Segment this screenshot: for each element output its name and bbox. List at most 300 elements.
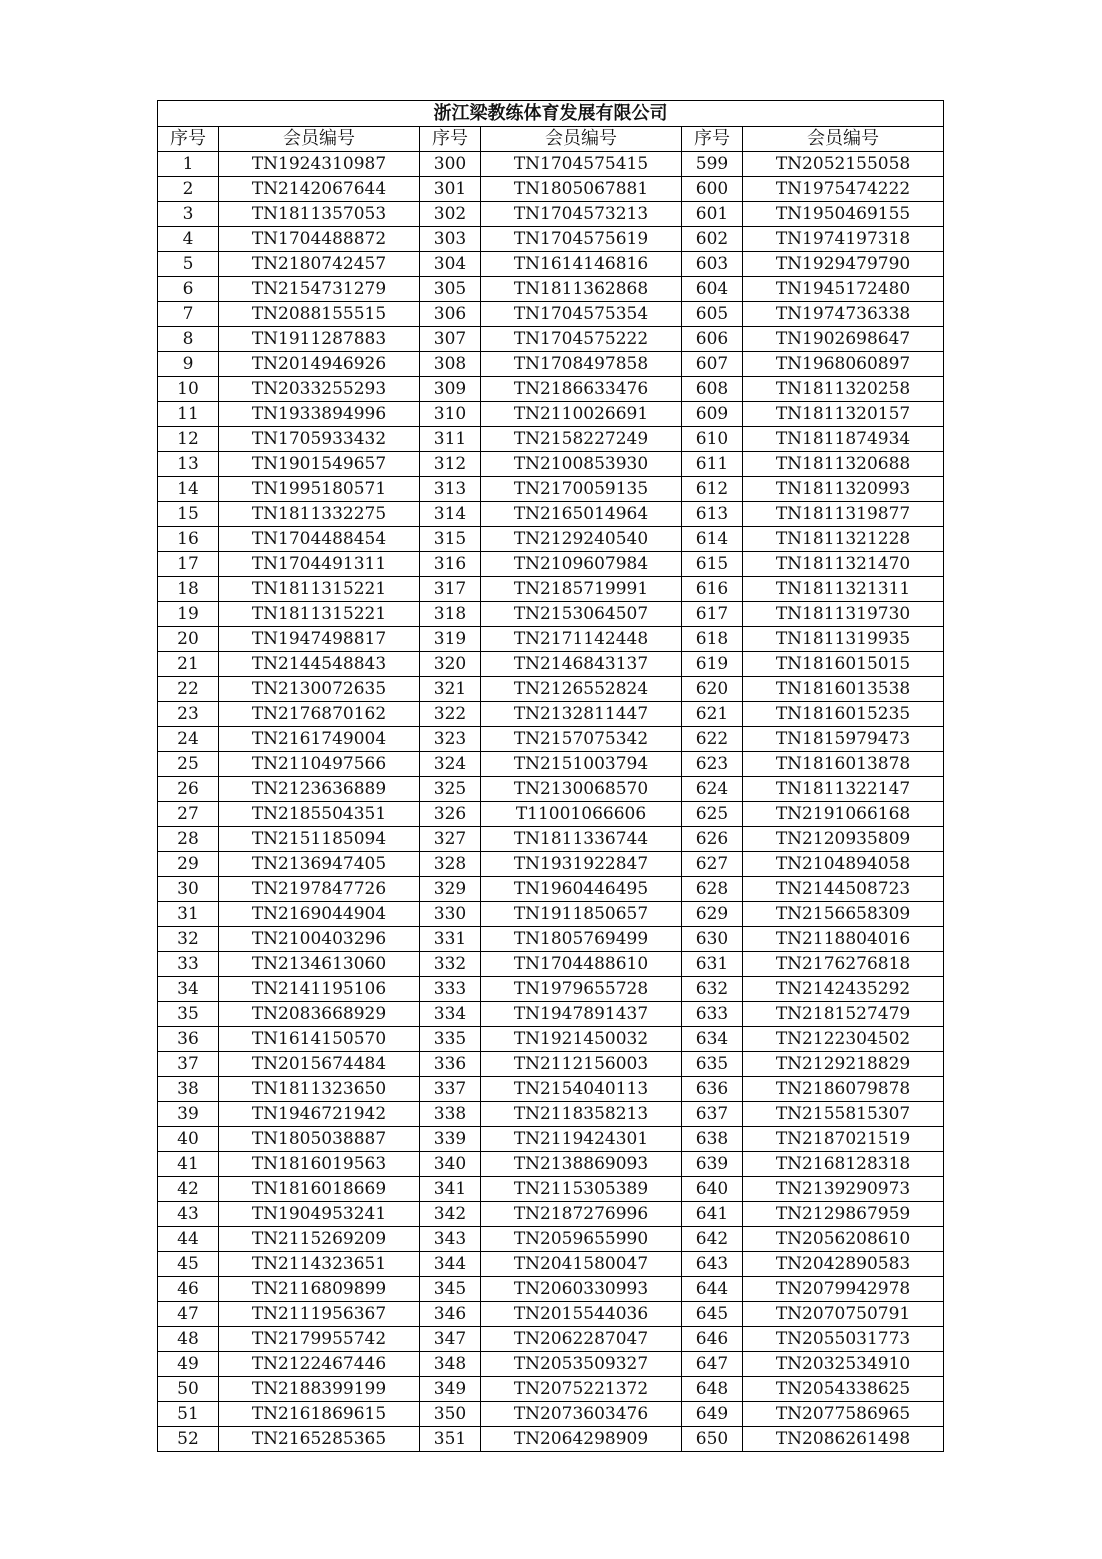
seq-cell: 43 xyxy=(158,1202,219,1227)
seq-cell: 25 xyxy=(158,752,219,777)
seq-cell: 50 xyxy=(158,1377,219,1402)
table-row xyxy=(158,1252,944,1277)
seq-cell: 302 xyxy=(420,202,481,227)
member-id-cell: TN1950469155 xyxy=(743,202,944,227)
table-row xyxy=(158,702,944,727)
member-id-cell: TN2134613060 xyxy=(219,952,420,977)
member-id-cell: TN2015544036 xyxy=(481,1302,682,1327)
seq-cell: 345 xyxy=(420,1277,481,1302)
member-id-cell: TN2114323651 xyxy=(219,1252,420,1277)
member-id-cell: TN1811874934 xyxy=(743,427,944,452)
member-id-cell: TN1704573213 xyxy=(481,202,682,227)
member-id-cell: TN2169044904 xyxy=(219,902,420,927)
seq-cell: 6 xyxy=(158,277,219,302)
seq-cell: 39 xyxy=(158,1102,219,1127)
member-id-cell: TN2154731279 xyxy=(219,277,420,302)
table-row xyxy=(158,727,944,752)
seq-cell: 649 xyxy=(682,1402,743,1427)
member-id-cell: TN1614150570 xyxy=(219,1027,420,1052)
member-id-cell: TN1805067881 xyxy=(481,177,682,202)
table-row xyxy=(158,227,944,252)
member-id-cell: TN1946721942 xyxy=(219,1102,420,1127)
member-id-cell: TN2126552824 xyxy=(481,677,682,702)
member-id-cell: TN2142067644 xyxy=(219,177,420,202)
member-id-cell: TN1811321228 xyxy=(743,527,944,552)
seq-cell: 608 xyxy=(682,377,743,402)
seq-cell: 33 xyxy=(158,952,219,977)
member-id-cell: TN2139290973 xyxy=(743,1177,944,1202)
member-table-sheet xyxy=(157,100,943,1452)
seq-cell: 20 xyxy=(158,627,219,652)
seq-cell: 310 xyxy=(420,402,481,427)
table-row xyxy=(158,652,944,677)
member-id-cell: TN2119424301 xyxy=(481,1127,682,1152)
seq-cell: 625 xyxy=(682,802,743,827)
seq-cell: 42 xyxy=(158,1177,219,1202)
seq-cell: 12 xyxy=(158,427,219,452)
member-id-cell: TN1708497858 xyxy=(481,352,682,377)
seq-cell: 324 xyxy=(420,752,481,777)
member-id-cell: TN2170059135 xyxy=(481,477,682,502)
seq-cell: 627 xyxy=(682,852,743,877)
seq-cell: 335 xyxy=(420,1027,481,1052)
table-row xyxy=(158,477,944,502)
member-id-cell: TN2151003794 xyxy=(481,752,682,777)
member-id-cell: TN1974197318 xyxy=(743,227,944,252)
member-id-cell: TN2070750791 xyxy=(743,1302,944,1327)
member-id-cell: TN1811319877 xyxy=(743,502,944,527)
table-row xyxy=(158,1327,944,1352)
member-id-cell: TN2153064507 xyxy=(481,602,682,627)
member-id-cell: TN2042890583 xyxy=(743,1252,944,1277)
seq-cell: 336 xyxy=(420,1052,481,1077)
seq-cell: 327 xyxy=(420,827,481,852)
seq-cell: 623 xyxy=(682,752,743,777)
seq-cell: 314 xyxy=(420,502,481,527)
member-id-cell: TN2100853930 xyxy=(481,452,682,477)
seq-cell: 634 xyxy=(682,1027,743,1052)
member-id-cell: TN1816015015 xyxy=(743,652,944,677)
seq-cell: 630 xyxy=(682,927,743,952)
member-id-cell: TN2115305389 xyxy=(481,1177,682,1202)
table-row xyxy=(158,1302,944,1327)
table-row xyxy=(158,1352,944,1377)
member-id-cell: TN1960446495 xyxy=(481,877,682,902)
table-row xyxy=(158,527,944,552)
member-id-cell: TN2165014964 xyxy=(481,502,682,527)
table-row xyxy=(158,1177,944,1202)
seq-cell: 306 xyxy=(420,302,481,327)
table-row xyxy=(158,1127,944,1152)
seq-cell: 351 xyxy=(420,1427,481,1452)
member-id-cell: TN2041580047 xyxy=(481,1252,682,1277)
member-id-cell: TN2122304502 xyxy=(743,1027,944,1052)
seq-cell: 41 xyxy=(158,1152,219,1177)
seq-cell: 35 xyxy=(158,1002,219,1027)
seq-cell: 48 xyxy=(158,1327,219,1352)
seq-cell: 601 xyxy=(682,202,743,227)
member-id-cell: TN2180742457 xyxy=(219,252,420,277)
member-id-cell: TN1901549657 xyxy=(219,452,420,477)
member-id-cell: TN2116809899 xyxy=(219,1277,420,1302)
table-row xyxy=(158,277,944,302)
seq-cell: 621 xyxy=(682,702,743,727)
seq-cell: 643 xyxy=(682,1252,743,1277)
table-row xyxy=(158,852,944,877)
member-id-cell: TN2136947405 xyxy=(219,852,420,877)
seq-cell: 604 xyxy=(682,277,743,302)
seq-cell: 639 xyxy=(682,1152,743,1177)
table-row xyxy=(158,1152,944,1177)
seq-cell: 636 xyxy=(682,1077,743,1102)
seq-cell: 301 xyxy=(420,177,481,202)
table-body xyxy=(158,152,944,1452)
member-id-cell: TN2109607984 xyxy=(481,552,682,577)
member-id-cell: TN2033255293 xyxy=(219,377,420,402)
seq-cell: 330 xyxy=(420,902,481,927)
seq-cell: 319 xyxy=(420,627,481,652)
header-member-id-3: 会员编号 xyxy=(743,127,944,152)
seq-cell: 322 xyxy=(420,702,481,727)
member-id-cell: TN1947498817 xyxy=(219,627,420,652)
seq-cell: 647 xyxy=(682,1352,743,1377)
member-id-cell: TN2104894058 xyxy=(743,852,944,877)
seq-cell: 309 xyxy=(420,377,481,402)
member-id-cell: TN2156658309 xyxy=(743,902,944,927)
seq-cell: 344 xyxy=(420,1252,481,1277)
member-id-cell: TN2014946926 xyxy=(219,352,420,377)
member-id-cell: TN2052155058 xyxy=(743,152,944,177)
seq-cell: 4 xyxy=(158,227,219,252)
table-row xyxy=(158,677,944,702)
seq-cell: 10 xyxy=(158,377,219,402)
member-id-cell: TN1811320258 xyxy=(743,377,944,402)
table-row xyxy=(158,902,944,927)
member-id-cell: TN2123636889 xyxy=(219,777,420,802)
table-row xyxy=(158,202,944,227)
seq-cell: 312 xyxy=(420,452,481,477)
member-id-cell: TN2062287047 xyxy=(481,1327,682,1352)
seq-cell: 611 xyxy=(682,452,743,477)
member-id-cell: TN1947891437 xyxy=(481,1002,682,1027)
seq-cell: 23 xyxy=(158,702,219,727)
member-id-cell: TN2176870162 xyxy=(219,702,420,727)
seq-cell: 609 xyxy=(682,402,743,427)
seq-cell: 620 xyxy=(682,677,743,702)
seq-cell: 602 xyxy=(682,227,743,252)
seq-cell: 328 xyxy=(420,852,481,877)
member-id-cell: TN2059655990 xyxy=(481,1227,682,1252)
seq-cell: 323 xyxy=(420,727,481,752)
member-id-cell: TN1811321311 xyxy=(743,577,944,602)
member-id-cell: TN2142435292 xyxy=(743,977,944,1002)
member-id-cell: TN1805038887 xyxy=(219,1127,420,1152)
member-id-cell: TN1816015235 xyxy=(743,702,944,727)
member-id-cell: TN1974736338 xyxy=(743,302,944,327)
seq-cell: 331 xyxy=(420,927,481,952)
seq-cell: 644 xyxy=(682,1277,743,1302)
seq-cell: 632 xyxy=(682,977,743,1002)
table-row xyxy=(158,777,944,802)
table-row xyxy=(158,1202,944,1227)
member-id-cell: TN1911287883 xyxy=(219,327,420,352)
member-id-cell: TN1945172480 xyxy=(743,277,944,302)
table-row xyxy=(158,552,944,577)
member-id-cell: TN2141195106 xyxy=(219,977,420,1002)
member-id-cell: TN2088155515 xyxy=(219,302,420,327)
member-id-cell: TN1933894996 xyxy=(219,402,420,427)
seq-cell: 316 xyxy=(420,552,481,577)
member-id-cell: TN2165285365 xyxy=(219,1427,420,1452)
header-row xyxy=(158,127,944,152)
member-id-cell: TN2188399199 xyxy=(219,1377,420,1402)
member-id-cell: TN2083668929 xyxy=(219,1002,420,1027)
member-id-cell: TN2176276818 xyxy=(743,952,944,977)
seq-cell: 52 xyxy=(158,1427,219,1452)
seq-cell: 624 xyxy=(682,777,743,802)
seq-cell: 303 xyxy=(420,227,481,252)
seq-cell: 612 xyxy=(682,477,743,502)
member-id-cell: TN1931922847 xyxy=(481,852,682,877)
seq-cell: 320 xyxy=(420,652,481,677)
member-id-cell: TN1811320157 xyxy=(743,402,944,427)
seq-cell: 8 xyxy=(158,327,219,352)
seq-cell: 38 xyxy=(158,1077,219,1102)
seq-cell: 607 xyxy=(682,352,743,377)
table-row xyxy=(158,577,944,602)
seq-cell: 37 xyxy=(158,1052,219,1077)
seq-cell: 17 xyxy=(158,552,219,577)
table-row xyxy=(158,1027,944,1052)
seq-cell: 629 xyxy=(682,902,743,927)
table-row xyxy=(158,1002,944,1027)
seq-cell: 619 xyxy=(682,652,743,677)
seq-cell: 7 xyxy=(158,302,219,327)
member-id-cell: TN2158227249 xyxy=(481,427,682,452)
table-row xyxy=(158,1402,944,1427)
member-id-cell: TN1929479790 xyxy=(743,252,944,277)
seq-cell: 329 xyxy=(420,877,481,902)
seq-cell: 617 xyxy=(682,602,743,627)
member-id-cell: TN1995180571 xyxy=(219,477,420,502)
member-id-cell: TN2110497566 xyxy=(219,752,420,777)
member-id-cell: TN1704488610 xyxy=(481,952,682,977)
seq-cell: 343 xyxy=(420,1227,481,1252)
seq-cell: 605 xyxy=(682,302,743,327)
seq-cell: 19 xyxy=(158,602,219,627)
member-id-cell: TN1704488454 xyxy=(219,527,420,552)
seq-cell: 648 xyxy=(682,1377,743,1402)
seq-cell: 49 xyxy=(158,1352,219,1377)
member-id-cell: TN2086261498 xyxy=(743,1427,944,1452)
header-member-id-2: 会员编号 xyxy=(481,127,682,152)
seq-cell: 339 xyxy=(420,1127,481,1152)
table-row xyxy=(158,802,944,827)
member-id-cell: TN1811357053 xyxy=(219,202,420,227)
header-seq-2: 序号 xyxy=(420,127,481,152)
seq-cell: 325 xyxy=(420,777,481,802)
seq-cell: 347 xyxy=(420,1327,481,1352)
seq-cell: 340 xyxy=(420,1152,481,1177)
seq-cell: 24 xyxy=(158,727,219,752)
seq-cell: 317 xyxy=(420,577,481,602)
member-id-cell: TN1704575619 xyxy=(481,227,682,252)
title-row xyxy=(158,101,944,127)
seq-cell: 313 xyxy=(420,477,481,502)
seq-cell: 27 xyxy=(158,802,219,827)
seq-cell: 32 xyxy=(158,927,219,952)
member-id-cell: TN2110026691 xyxy=(481,402,682,427)
seq-cell: 21 xyxy=(158,652,219,677)
member-id-cell: TN1815979473 xyxy=(743,727,944,752)
table-row xyxy=(158,377,944,402)
seq-cell: 26 xyxy=(158,777,219,802)
member-id-cell: TN2075221372 xyxy=(481,1377,682,1402)
table-row xyxy=(158,977,944,1002)
seq-cell: 18 xyxy=(158,577,219,602)
seq-cell: 326 xyxy=(420,802,481,827)
member-id-cell: TN1805769499 xyxy=(481,927,682,952)
member-id-cell: TN2138869093 xyxy=(481,1152,682,1177)
member-id-cell: TN2130068570 xyxy=(481,777,682,802)
member-id-cell: TN2054338625 xyxy=(743,1377,944,1402)
seq-cell: 640 xyxy=(682,1177,743,1202)
table-row xyxy=(158,1427,944,1452)
seq-cell: 633 xyxy=(682,1002,743,1027)
seq-cell: 22 xyxy=(158,677,219,702)
member-id-cell: TN1811323650 xyxy=(219,1077,420,1102)
member-id-cell: TN1816019563 xyxy=(219,1152,420,1177)
member-id-cell: TN1704575354 xyxy=(481,302,682,327)
member-id-cell: TN2118804016 xyxy=(743,927,944,952)
member-id-cell: TN2144508723 xyxy=(743,877,944,902)
member-id-cell: TN1704575415 xyxy=(481,152,682,177)
seq-cell: 2 xyxy=(158,177,219,202)
member-id-cell: TN2115269209 xyxy=(219,1227,420,1252)
member-id-cell: TN2100403296 xyxy=(219,927,420,952)
table-row xyxy=(158,502,944,527)
member-id-cell: TN2055031773 xyxy=(743,1327,944,1352)
table-row xyxy=(158,927,944,952)
member-id-cell: TN1811332275 xyxy=(219,502,420,527)
table-row xyxy=(158,152,944,177)
seq-cell: 650 xyxy=(682,1427,743,1452)
seq-cell: 45 xyxy=(158,1252,219,1277)
seq-cell: 603 xyxy=(682,252,743,277)
table-row xyxy=(158,752,944,777)
seq-cell: 36 xyxy=(158,1027,219,1052)
member-id-cell: TN1968060897 xyxy=(743,352,944,377)
seq-cell: 318 xyxy=(420,602,481,627)
member-id-cell: TN2186633476 xyxy=(481,377,682,402)
member-id-cell: TN1705933432 xyxy=(219,427,420,452)
seq-cell: 641 xyxy=(682,1202,743,1227)
seq-cell: 30 xyxy=(158,877,219,902)
member-id-cell: TN2187276996 xyxy=(481,1202,682,1227)
member-id-cell: TN1816013878 xyxy=(743,752,944,777)
seq-cell: 628 xyxy=(682,877,743,902)
seq-cell: 638 xyxy=(682,1127,743,1152)
seq-cell: 599 xyxy=(682,152,743,177)
table-row xyxy=(158,402,944,427)
table-row xyxy=(158,602,944,627)
table-row xyxy=(158,952,944,977)
seq-cell: 600 xyxy=(682,177,743,202)
member-id-cell: TN1811319730 xyxy=(743,602,944,627)
member-id-cell: TN2073603476 xyxy=(481,1402,682,1427)
member-id-cell: TN1811321470 xyxy=(743,552,944,577)
member-id-cell: TN2079942978 xyxy=(743,1277,944,1302)
seq-cell: 51 xyxy=(158,1402,219,1427)
seq-cell: 44 xyxy=(158,1227,219,1252)
seq-cell: 616 xyxy=(682,577,743,602)
member-id-cell: TN2132811447 xyxy=(481,702,682,727)
member-id-cell: TN2053509327 xyxy=(481,1352,682,1377)
member-id-cell: TN2171142448 xyxy=(481,627,682,652)
table-row xyxy=(158,1377,944,1402)
seq-cell: 13 xyxy=(158,452,219,477)
member-id-cell: TN1811336744 xyxy=(481,827,682,852)
seq-cell: 308 xyxy=(420,352,481,377)
seq-cell: 1 xyxy=(158,152,219,177)
member-id-cell: TN2157075342 xyxy=(481,727,682,752)
member-id-cell: TN2060330993 xyxy=(481,1277,682,1302)
member-id-cell: TN2185719991 xyxy=(481,577,682,602)
table-title: 浙江梁教练体育发展有限公司 xyxy=(158,101,944,127)
table-row xyxy=(158,627,944,652)
seq-cell: 342 xyxy=(420,1202,481,1227)
table-row xyxy=(158,302,944,327)
member-id-cell: TN1614146816 xyxy=(481,252,682,277)
member-id-cell: TN2186079878 xyxy=(743,1077,944,1102)
member-id-cell: TN2120935809 xyxy=(743,827,944,852)
seq-cell: 29 xyxy=(158,852,219,877)
seq-cell: 610 xyxy=(682,427,743,452)
seq-cell: 304 xyxy=(420,252,481,277)
member-id-cell: TN2154040113 xyxy=(481,1077,682,1102)
member-id-cell: TN2151185094 xyxy=(219,827,420,852)
table-row xyxy=(158,1052,944,1077)
seq-cell: 615 xyxy=(682,552,743,577)
seq-cell: 618 xyxy=(682,627,743,652)
seq-cell: 350 xyxy=(420,1402,481,1427)
member-id-cell: TN2187021519 xyxy=(743,1127,944,1152)
seq-cell: 11 xyxy=(158,402,219,427)
member-id-cell: TN2155815307 xyxy=(743,1102,944,1127)
seq-cell: 47 xyxy=(158,1302,219,1327)
seq-cell: 305 xyxy=(420,277,481,302)
member-id-cell: TN1811315221 xyxy=(219,577,420,602)
member-id-cell: TN1811319935 xyxy=(743,627,944,652)
member-id-cell: TN2129867959 xyxy=(743,1202,944,1227)
seq-cell: 606 xyxy=(682,327,743,352)
member-id-cell: TN1811315221 xyxy=(219,602,420,627)
table-row xyxy=(158,1277,944,1302)
member-id-cell: TN1811362868 xyxy=(481,277,682,302)
table-row xyxy=(158,1227,944,1252)
table-row xyxy=(158,877,944,902)
seq-cell: 637 xyxy=(682,1102,743,1127)
member-id-cell: TN2144548843 xyxy=(219,652,420,677)
member-id-cell: TN1816018669 xyxy=(219,1177,420,1202)
table-row xyxy=(158,827,944,852)
member-id-cell: TN2191066168 xyxy=(743,802,944,827)
member-id-cell: TN1902698647 xyxy=(743,327,944,352)
member-id-cell: TN2111956367 xyxy=(219,1302,420,1327)
table-row xyxy=(158,352,944,377)
member-id-cell: TN2168128318 xyxy=(743,1152,944,1177)
seq-cell: 631 xyxy=(682,952,743,977)
